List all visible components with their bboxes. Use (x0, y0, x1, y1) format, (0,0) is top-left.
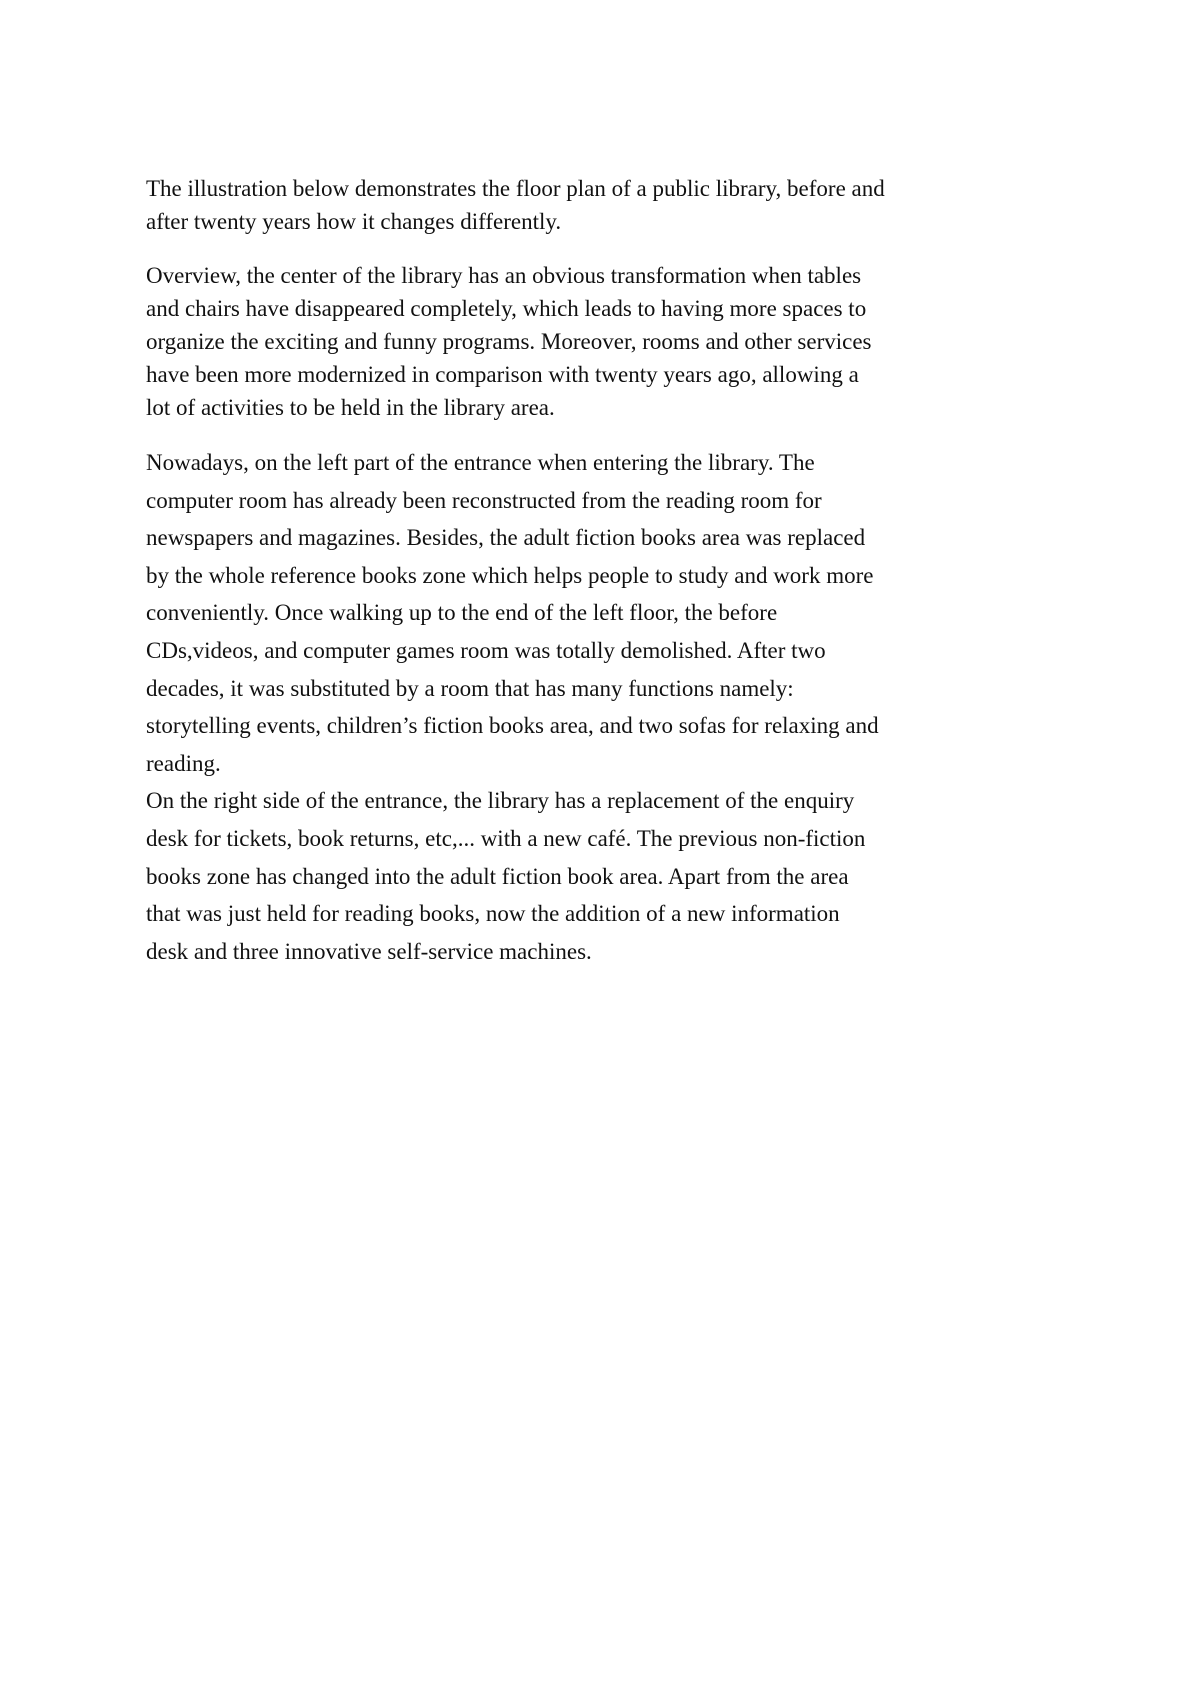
text-line: by the whole reference books zone which helps people to study and work more (146, 562, 874, 588)
text-line: computer room has already been reconstructed from the reading room for (146, 487, 822, 513)
paragraph-overview (146, 259, 1076, 424)
paragraph-right-side (146, 782, 1076, 970)
text-line: have been more modernized in comparison with twenty years ago, allowing a (146, 362, 859, 387)
text-line: organize the exciting and funny programs. Moreover, rooms and other services (146, 329, 872, 354)
text-line: lot of activities to be held in the library area. (146, 395, 555, 420)
paragraph-left-side (146, 444, 1076, 782)
text-line: CDs,videos, and computer games room was totally demolished. After two (146, 637, 826, 663)
text-line: conveniently. Once walking up to the end of the left floor, the before (146, 600, 778, 626)
text-line: The illustration below demonstrates the floor plan of a public library, before and (146, 176, 885, 201)
text-line: Overview, the center of the library has an obvious transformation when tables (146, 263, 862, 288)
text-line: Nowadays, on the left part of the entrance when entering the library. The (146, 450, 815, 475)
text-line: books zone has changed into the adult fiction book area. Apart from the area (146, 863, 849, 889)
essay-text (146, 172, 1076, 970)
text-line: desk for tickets, book returns, etc,... with a new café. The previous non-fiction (146, 825, 866, 851)
text-line: reading. (146, 750, 221, 776)
text-line: On the right side of the entrance, the library has a replacement of the enquiry (146, 788, 855, 814)
text-line: newspapers and magazines. Besides, the adult fiction books area was replaced (146, 525, 866, 551)
text-line: and chairs have disappeared completely, which leads to having more spaces to (146, 296, 867, 321)
paragraph-introduction (146, 172, 1076, 238)
text-line: storytelling events, children’s fiction books area, and two sofas for relaxing and (146, 713, 879, 739)
text-line: desk and three innovative self-service machines. (146, 938, 592, 964)
text-line: after twenty years how it changes differently. (146, 209, 562, 234)
text-line: decades, it was substituted by a room that has many functions namely: (146, 675, 794, 701)
text-line: that was just held for reading books, now the addition of a new information (146, 901, 840, 927)
